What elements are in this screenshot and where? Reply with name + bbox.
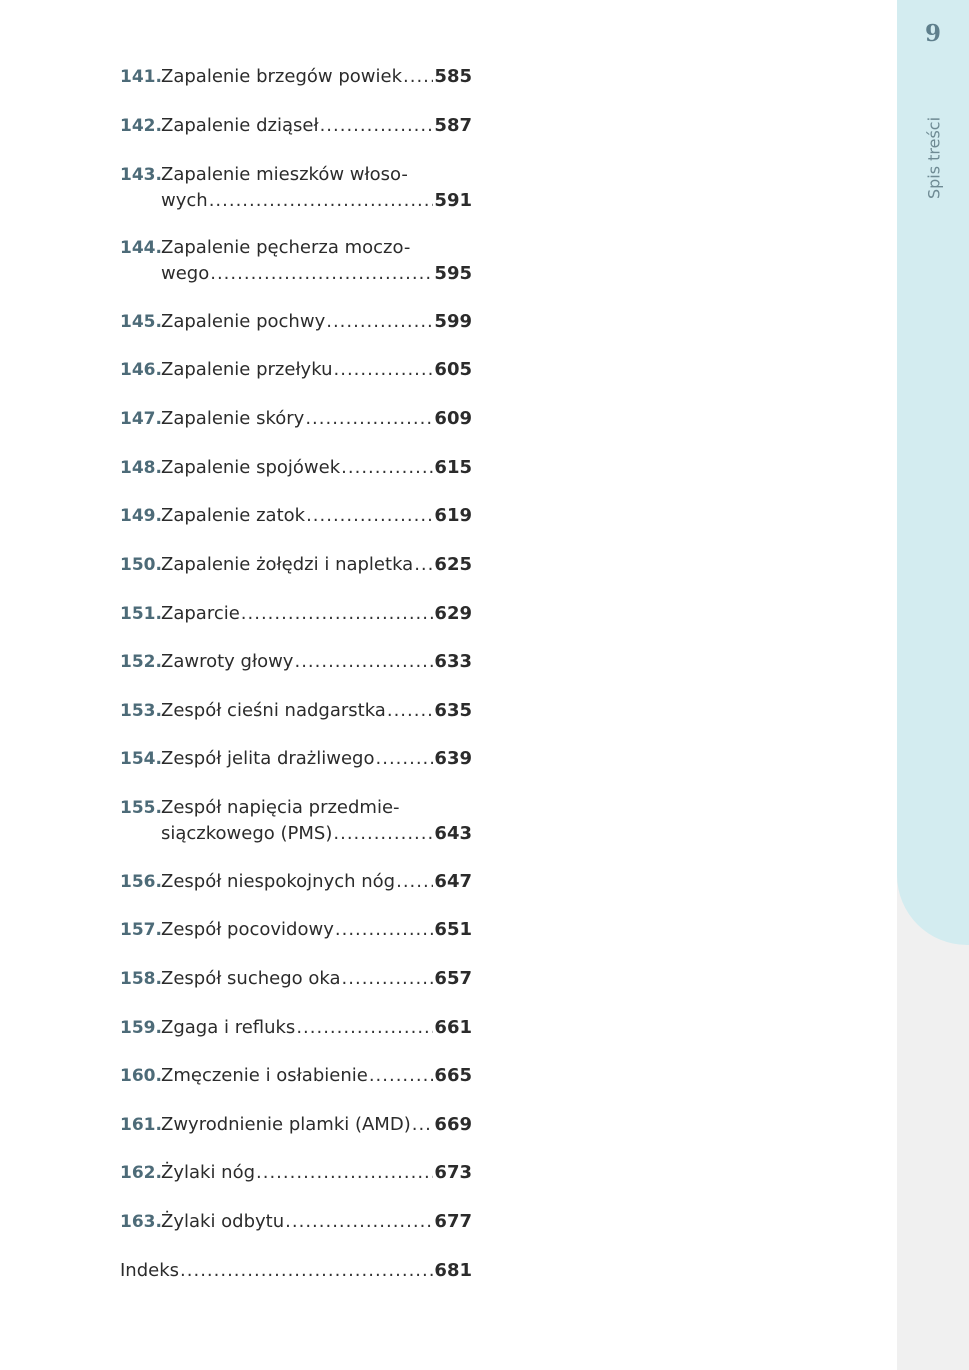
toc-entry[interactable] — [120, 1160, 472, 1186]
toc-entry-title: Zapalenie brzegów powiek — [161, 66, 402, 87]
leader-dots — [334, 357, 434, 382]
toc-entry-title: Zwyrodnienie plamki (AMD) — [161, 1114, 411, 1135]
leader-dots — [256, 1160, 433, 1185]
toc-entry-title: siączkowego (PMS) — [161, 823, 333, 844]
toc-entry-page: 633 — [434, 651, 472, 672]
toc-entry-index[interactable] — [120, 1258, 472, 1283]
leader-dots — [403, 64, 433, 89]
toc-entry-number: 151. — [120, 604, 162, 624]
toc-entry-page: 669 — [434, 1114, 472, 1135]
toc-entry[interactable] — [120, 235, 472, 286]
toc-entry-page: 587 — [434, 115, 472, 136]
toc-entry-number: 141. — [120, 67, 162, 87]
leader-dots — [294, 649, 433, 674]
toc-entry-number: 144. — [120, 238, 162, 258]
leader-dots — [180, 1258, 433, 1283]
toc-entry[interactable] — [120, 162, 472, 213]
leader-dots — [414, 552, 433, 577]
toc-entry-number: 160. — [120, 1066, 162, 1086]
toc-entry-title: Zmęczenie i osłabienie — [161, 1065, 368, 1086]
toc-entry-title: Żylaki nóg — [161, 1162, 256, 1183]
toc-entry[interactable] — [120, 917, 472, 943]
toc-entry-page: 619 — [434, 505, 472, 526]
toc-entry-title: Zapalenie pęcherza moczo- — [161, 237, 411, 258]
toc-entry-number: 159. — [120, 1018, 162, 1038]
toc-entry-number: 149. — [120, 506, 162, 526]
toc-entry[interactable] — [120, 1209, 472, 1235]
leader-dots — [320, 113, 434, 138]
toc-entry-number: 153. — [120, 701, 162, 721]
toc-entry[interactable] — [120, 455, 472, 481]
toc-entry-page: 629 — [434, 603, 472, 624]
toc-entry-number: 163. — [120, 1212, 162, 1232]
toc-entry-title: Zaparcie — [161, 603, 240, 624]
toc-entry-number: 145. — [120, 312, 162, 332]
toc-entry-number: 162. — [120, 1163, 162, 1183]
toc-entry-number: 150. — [120, 555, 162, 575]
toc-entry-title: Zespół jelita drażliwego — [161, 748, 375, 769]
leader-dots — [241, 601, 434, 626]
toc-entry[interactable] — [120, 601, 472, 627]
leader-dots — [376, 746, 434, 771]
toc-entry-title: wych — [161, 190, 208, 211]
toc-entry-page: 643 — [434, 823, 472, 844]
toc-entry-number: 142. — [120, 116, 162, 136]
toc-entry-title: Zapalenie mieszków włoso- — [161, 164, 408, 185]
toc-entry[interactable] — [120, 357, 472, 383]
leader-dots — [333, 821, 433, 846]
toc-entry-title: Zapalenie skóry — [161, 408, 305, 429]
leader-dots — [306, 503, 433, 528]
toc-entry[interactable] — [120, 1063, 472, 1089]
index-page: 681 — [434, 1260, 472, 1281]
leader-dots — [326, 309, 433, 334]
toc-entry-page: 673 — [434, 1162, 472, 1183]
toc-entry[interactable] — [120, 503, 472, 529]
toc-entry-number: 152. — [120, 652, 162, 672]
toc-entry-page: 615 — [434, 457, 472, 478]
leader-dots — [412, 1112, 434, 1137]
toc-entry-page: 647 — [434, 871, 472, 892]
toc-entry[interactable] — [120, 1015, 472, 1041]
toc-entry-number: 156. — [120, 872, 162, 892]
toc-entry-page: 665 — [434, 1065, 472, 1086]
leader-dots — [342, 966, 434, 991]
toc-entry-page: 639 — [434, 748, 472, 769]
toc-entry[interactable] — [120, 309, 472, 335]
toc-entry-number: 154. — [120, 749, 162, 769]
toc-entry-title: Zapalenie pochwy — [161, 311, 326, 332]
leader-dots — [285, 1209, 433, 1234]
toc-entry-title: Zespół napięcia przedmie- — [161, 797, 400, 818]
leader-dots — [387, 698, 434, 723]
toc-entry[interactable] — [120, 64, 472, 90]
toc-entry[interactable] — [120, 1112, 472, 1138]
toc-entry[interactable] — [120, 795, 472, 846]
toc-entry-title: Zapalenie zatok — [161, 505, 306, 526]
toc-entry-title: Zgaga i refluks — [161, 1017, 296, 1038]
leader-dots — [369, 1063, 434, 1088]
toc-entry-number: 143. — [120, 165, 162, 185]
toc-entry-page: 625 — [434, 554, 472, 575]
page-number: 9 — [924, 20, 941, 47]
index-title: Indeks — [120, 1260, 180, 1281]
toc-entry[interactable] — [120, 966, 472, 992]
leader-dots — [335, 917, 434, 942]
toc-entry-number: 148. — [120, 458, 162, 478]
toc-entry-page: 657 — [434, 968, 472, 989]
toc-entry-title: Żylaki odbytu — [161, 1211, 285, 1232]
toc-entry-page: 599 — [434, 311, 472, 332]
toc-entry-page: 605 — [434, 359, 472, 380]
toc-entry-page: 677 — [434, 1211, 472, 1232]
toc-entry-page: 591 — [434, 190, 472, 211]
toc-entry-number: 147. — [120, 409, 162, 429]
toc-entry-title: Zapalenie dziąseł — [161, 115, 319, 136]
toc-entry-title: Zespół suchego oka — [161, 968, 341, 989]
toc-entry-title: Zapalenie żołędzi i napletka — [161, 554, 414, 575]
toc-entry-page: 585 — [434, 66, 472, 87]
toc-entry-number: 158. — [120, 969, 162, 989]
toc-entry-title: Zapalenie spojówek — [161, 457, 341, 478]
toc-entry[interactable] — [120, 113, 472, 139]
toc-entry-number: 146. — [120, 360, 162, 380]
toc-entry[interactable] — [120, 698, 472, 724]
toc-entry-title: Zespół cieśni nadgarstka — [161, 700, 386, 721]
toc-entry-title: Zapalenie przełyku — [161, 359, 333, 380]
toc-entry-title: Zespół pocovidowy — [161, 919, 334, 940]
leader-dots — [209, 188, 434, 213]
toc-entry-page: 651 — [434, 919, 472, 940]
toc-entry[interactable] — [120, 406, 472, 432]
toc-entry-number: 161. — [120, 1115, 162, 1135]
toc-entry-page: 609 — [434, 408, 472, 429]
leader-dots — [341, 455, 433, 480]
toc-entry[interactable] — [120, 552, 472, 578]
toc-entry-number: 157. — [120, 920, 162, 940]
toc-entry[interactable] — [120, 746, 472, 772]
leader-dots — [305, 406, 433, 431]
toc-entry-title: Zawroty głowy — [161, 651, 294, 672]
leader-dots — [296, 1015, 433, 1040]
toc-entry-title: wego — [161, 263, 210, 284]
leader-dots — [210, 261, 433, 286]
toc-entry-page: 661 — [434, 1017, 472, 1038]
toc-entry-page: 595 — [434, 263, 472, 284]
toc-entry-number: 155. — [120, 798, 162, 818]
leader-dots — [396, 869, 433, 894]
toc-entry-page: 635 — [434, 700, 472, 721]
running-head: Spis treści — [924, 116, 944, 200]
toc-entry-title: Zespół niespokojnych nóg — [161, 871, 396, 892]
toc-entry[interactable] — [120, 649, 472, 675]
toc-entry[interactable] — [120, 869, 472, 895]
